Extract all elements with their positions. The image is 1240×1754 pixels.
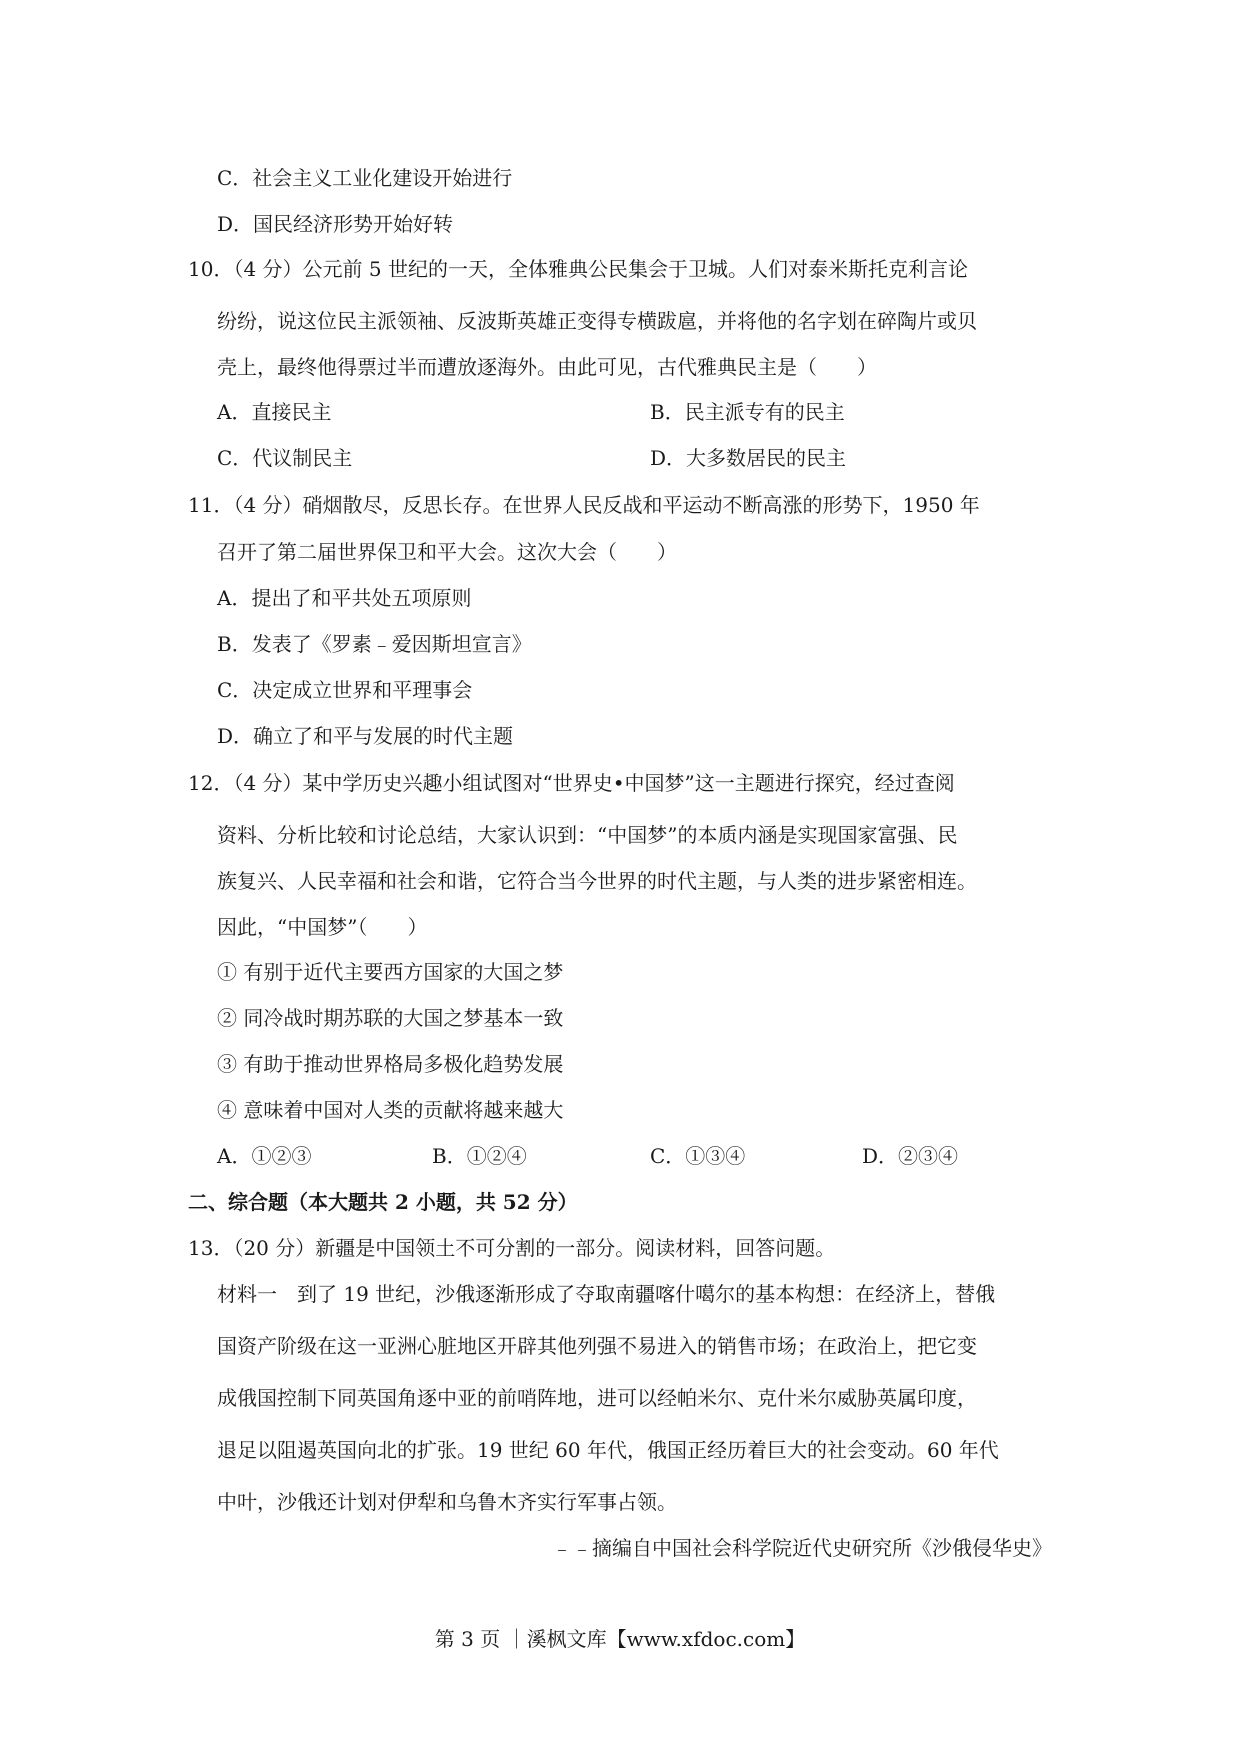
q11-option-a: A．提出了和平共处五项原则 xyxy=(217,586,472,610)
q11-stem-line-2: 召开了第二届世界保卫和平大会。这次大会（ ） xyxy=(217,540,677,564)
q13-material-line-4: 退足以阻遏英国向北的扩张。19 世纪 60 年代，俄国正经历着巨大的社会变动。60 年代 xyxy=(217,1438,999,1462)
q12-option-c: C．①③④ xyxy=(650,1144,746,1168)
q12-stem-line-3: 族复兴、人民幸福和社会和谐，它符合当今世界的时代主题，与人类的进步紧密相连。 xyxy=(217,869,977,893)
q10-option-a: A．直接民主 xyxy=(217,400,332,424)
q12-item-1: ① 有别于近代主要西方国家的大国之梦 xyxy=(217,960,564,984)
q11-stem-line-1: 11．（4 分）硝烟散尽，反思长存。在世界人民反战和平运动不断高涨的形势下，1950 年 xyxy=(188,493,980,517)
q12-option-a: A．①②③ xyxy=(217,1144,312,1168)
q12-stem-line-1: 12．（4 分）某中学历史兴趣小组试图对“世界史•中国梦”这一主题进行探究，经过查阅 xyxy=(188,771,955,795)
page-footer: 第 3 页 ｜溪枫文库【www.xfdoc.com】 xyxy=(434,1627,806,1651)
q13-material-line-2: 国资产阶级在这一亚洲心脏地区开辟其他列强不易进入的销售市场；在政治上，把它变 xyxy=(217,1334,977,1358)
q9-option-c: C．社会主义工业化建设开始进行 xyxy=(217,166,513,190)
q12-item-4: ④ 意味着中国对人类的贡献将越来越大 xyxy=(217,1098,564,1122)
q12-stem-line-4: 因此，“中国梦”（ ） xyxy=(217,915,428,939)
q10-option-b: B．民主派专有的民主 xyxy=(650,400,845,424)
q13-material-line-1: 材料一 到了 19 世纪，沙俄逐渐形成了夺取南疆喀什噶尔的基本构想：在经济上，替俄 xyxy=(217,1282,996,1306)
q11-option-c: C．决定成立世界和平理事会 xyxy=(217,678,473,702)
q13-stem: 13．（20 分）新疆是中国领土不可分割的一部分。阅读材料，回答问题。 xyxy=(188,1236,836,1260)
q12-option-b: B．①②④ xyxy=(432,1144,527,1168)
q13-source: ﹣﹣摘编自中国社会科学院近代史研究所《沙俄侵华史》 xyxy=(552,1536,1052,1560)
q13-material-line-3: 成俄国控制下同英国角逐中亚的前哨阵地，进可以经帕米尔、克什米尔威胁英属印度， xyxy=(217,1386,977,1410)
q9-option-d: D．国民经济形势开始好转 xyxy=(217,212,454,236)
q12-option-d: D．②③④ xyxy=(862,1144,959,1168)
q10-stem-line-3: 壳上，最终他得票过半而遭放逐海外。由此可见，古代雅典民主是（ ） xyxy=(217,355,877,379)
q10-option-c: C．代议制民主 xyxy=(217,446,353,470)
q11-option-d: D．确立了和平与发展的时代主题 xyxy=(217,724,514,748)
q10-option-d: D．大多数居民的民主 xyxy=(650,446,847,470)
section-heading: 二、综合题（本大题共 2 小题，共 52 分） xyxy=(188,1190,578,1214)
q12-item-2: ② 同冷战时期苏联的大国之梦基本一致 xyxy=(217,1006,564,1030)
q13-material-line-5: 中叶，沙俄还计划对伊犁和乌鲁木齐实行军事占领。 xyxy=(217,1490,677,1514)
q11-option-b: B．发表了《罗素﹣爱因斯坦宣言》 xyxy=(217,632,532,656)
q10-stem-line-2: 纷纷，说这位民主派领袖、反波斯英雄正变得专横跋扈，并将他的名字划在碎陶片或贝 xyxy=(217,309,977,333)
q10-stem-line-1: 10．（4 分）公元前 5 世纪的一天，全体雅典公民集会于卫城。人们对泰米斯托克利言论 xyxy=(188,257,968,281)
q12-stem-line-2: 资料、分析比较和讨论总结，大家认识到：“中国梦”的本质内涵是实现国家富强、民 xyxy=(217,823,958,847)
q12-item-3: ③ 有助于推动世界格局多极化趋势发展 xyxy=(217,1052,564,1076)
